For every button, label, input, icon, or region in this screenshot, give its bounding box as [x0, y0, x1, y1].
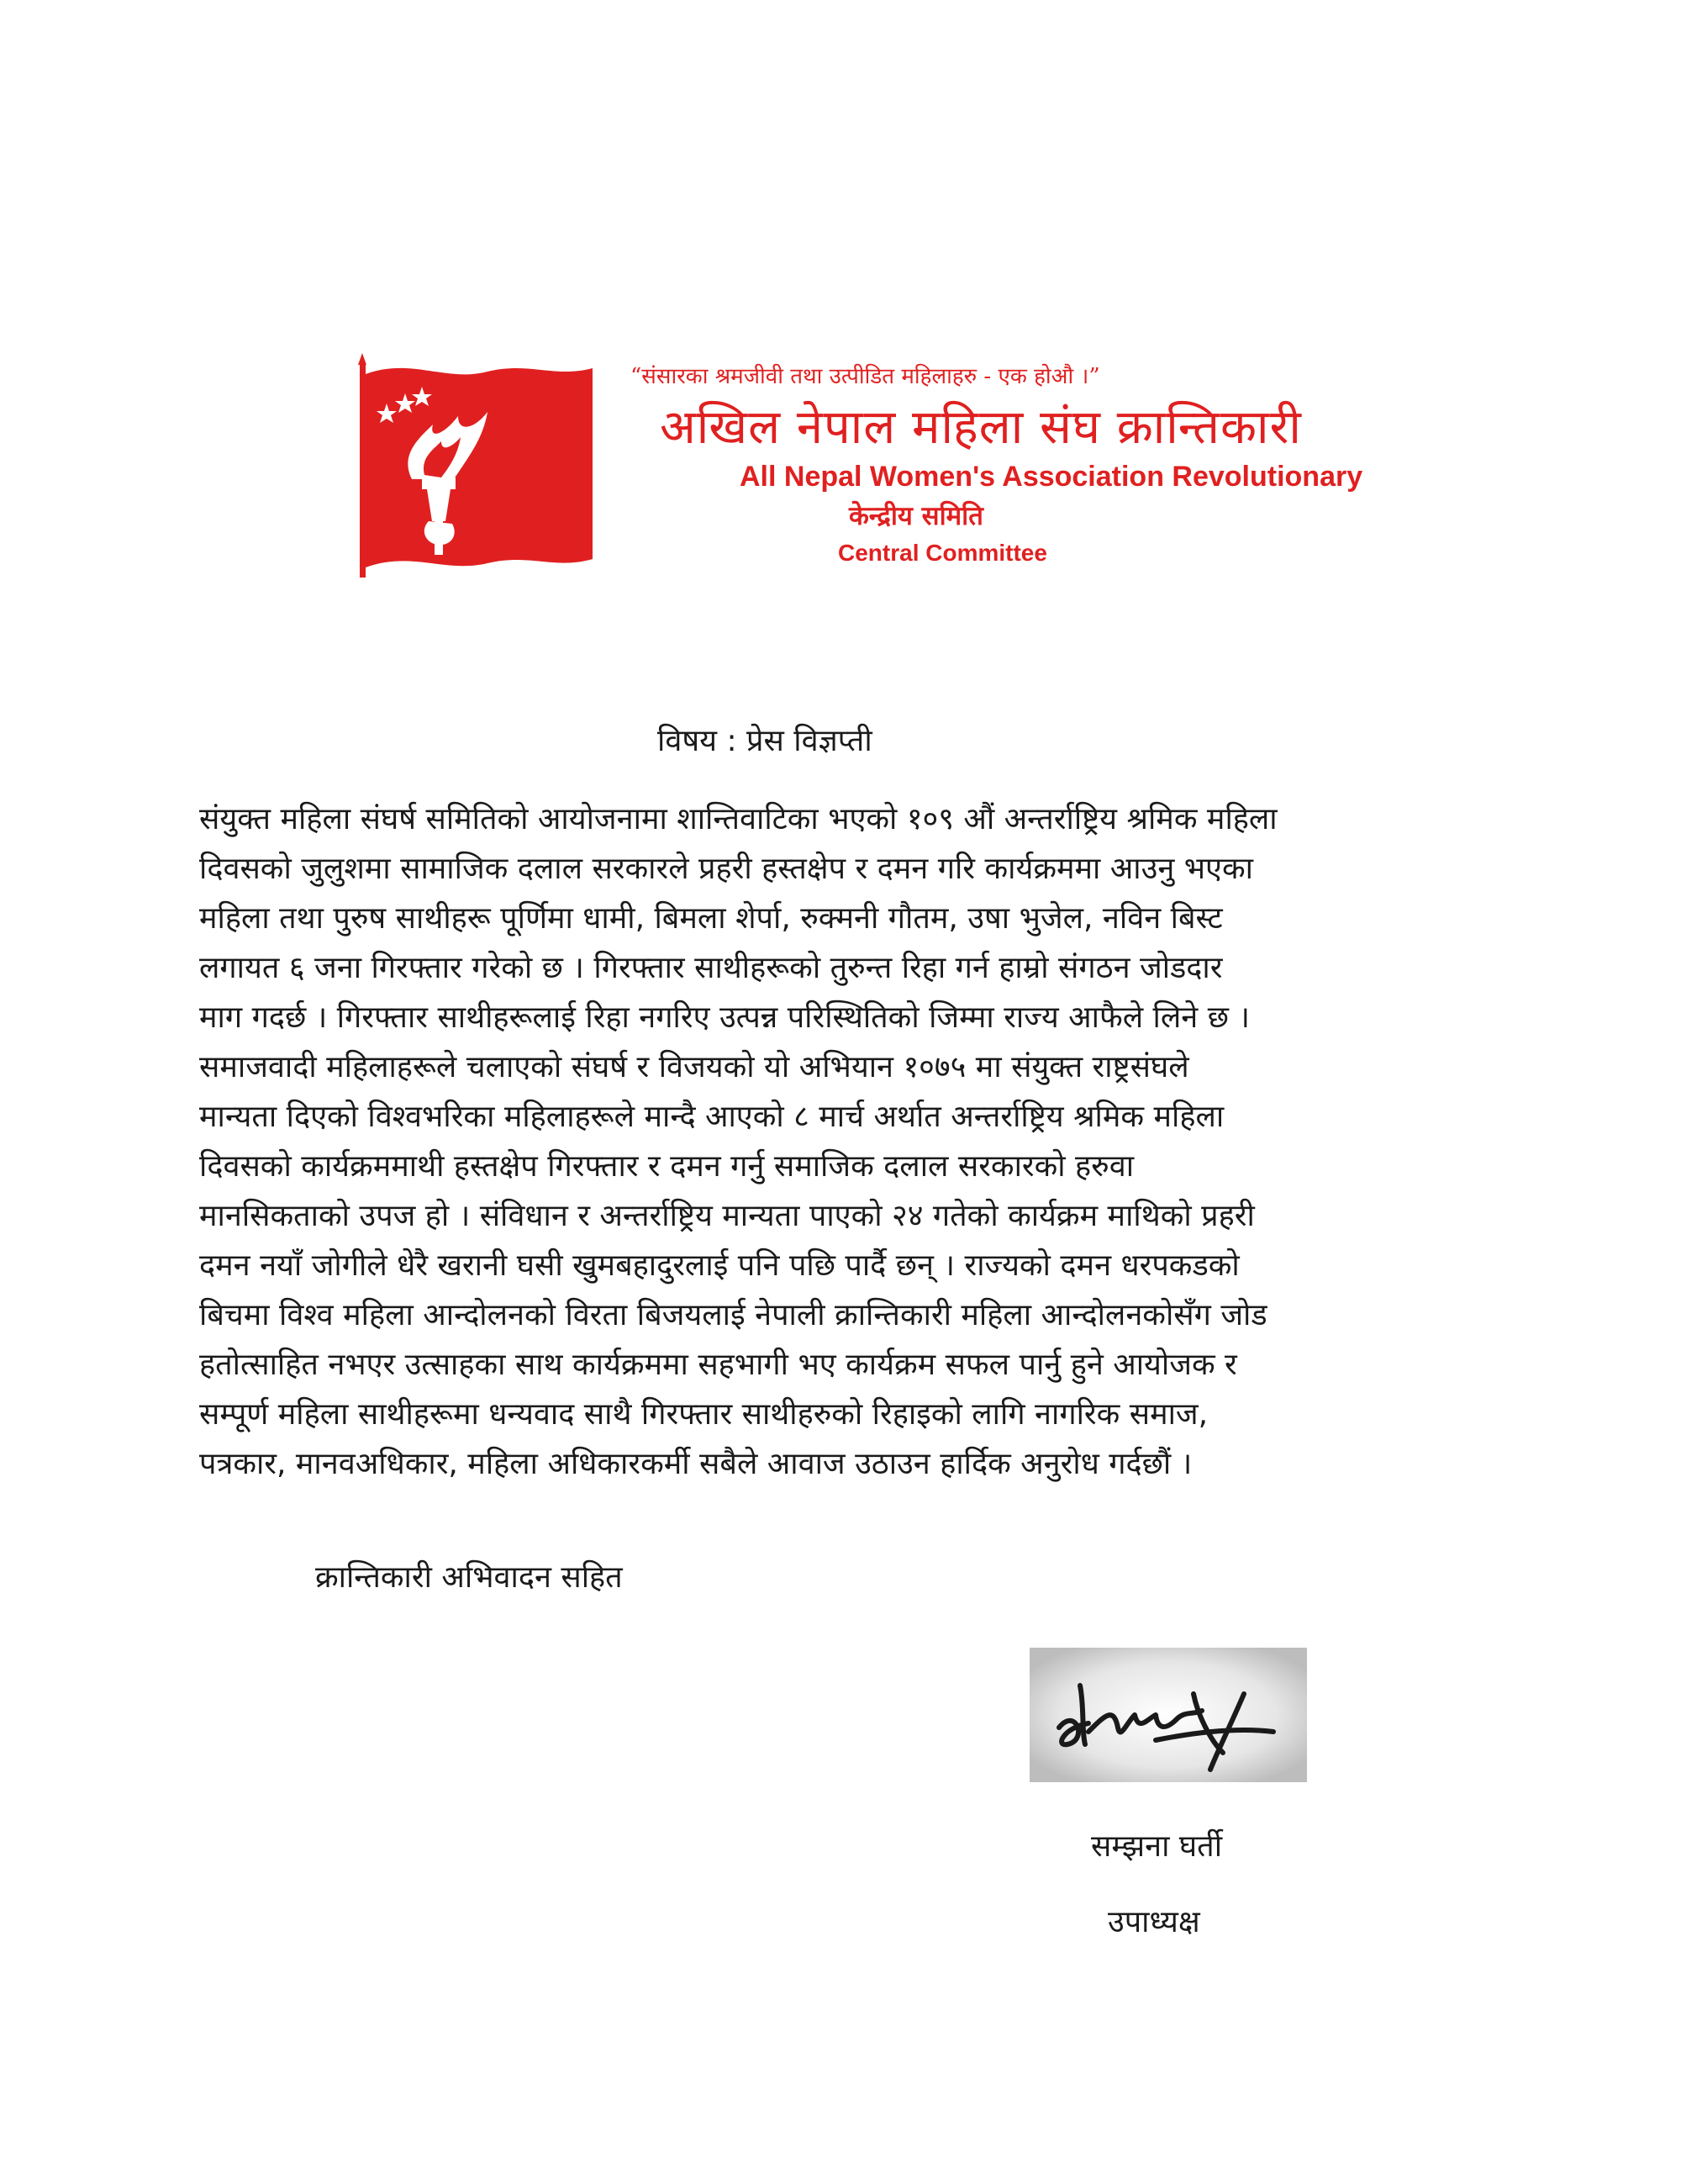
signer-title: उपाध्यक्ष: [1108, 1905, 1200, 1939]
body-line: दिवसको कार्यक्रममाथी हस्तक्षेप गिरफ्तार र दमन गर्नु समाजिक दलाल सरकारको हरुवा: [199, 1149, 1135, 1184]
body-line: माग गदर्छ । गिरफ्तार साथीहरूलाई रिहा नगरिए उत्पन्न परिस्थितिको जिम्मा राज्य आफैले लिने छ ।: [199, 1000, 1251, 1035]
organization-motto: “संसारका श्रमजीवी तथा उत्पीडित महिलाहरु - एक होऔ ।”: [630, 364, 1100, 389]
organization-name-nepali: अखिल नेपाल महिला संघ क्रान्तिकारी: [660, 400, 1302, 455]
body-line: सम्पूर्ण महिला साथीहरूमा धन्यवाद साथै गिरफ्तार साथीहरुको रिहाइको लागि नागरिक समाज,: [199, 1397, 1209, 1432]
organization-name-english: All Nepal Women's Association Revolutionary: [740, 461, 1363, 493]
committee-name-nepali: केन्द्रीय समिति: [849, 501, 983, 531]
closing-salutation: क्रान्तिकारी अभिवादन सहित: [315, 1560, 623, 1595]
body-line: हतोत्साहित नभएर उत्साहका साथ कार्यक्रममा सहभागी भए कार्यक्रम सफल पार्नु हुने आयोजक र: [199, 1348, 1237, 1382]
signature-icon: [1030, 1648, 1307, 1782]
subject-line: विषय : प्रेस विज्ञप्ती: [657, 724, 872, 758]
flag-torch-logo-icon: [353, 353, 597, 580]
letterhead: [353, 353, 1412, 588]
signer-name: सम्झना घर्ती: [1091, 1829, 1223, 1864]
body-line: समाजवादी महिलाहरूले चलाएको संघर्ष र विजयको यो अभियान १०७५ मा संयुक्त राष्ट्रसंघले: [199, 1050, 1189, 1084]
body-line: मान्यता दिएको विश्वभरिका महिलाहरूले मान्दै आएको ८ मार्च अर्थात अन्तर्राष्ट्रिय श्रमिक महिला: [199, 1100, 1225, 1134]
body-line: महिला तथा पुरुष साथीहरू पूर्णिमा धामी, बिमला शेर्पा, रुक्मनी गौतम, उषा भुजेल, नविन बिस्ट: [199, 901, 1223, 936]
committee-name-english: Central Committee: [838, 540, 1047, 566]
body-line: लगायत ६ जना गिरफ्तार गरेको छ । गिरफ्तार साथीहरूको तुरुन्त रिहा गर्न हाम्रो संगठन जोडदार: [199, 951, 1223, 985]
body-line: बिचमा विश्व महिला आन्दोलनको विरता बिजयलाई नेपाली क्रान्तिकारी महिला आन्दोलनकोसँग जोड: [199, 1298, 1267, 1332]
body-line: दमन नयाँ जोगीले धेरै खरानी घसी खुमबहादुरलाई पनि पछि पार्दै छन् । राज्यको दमन धरपकडको: [199, 1248, 1240, 1283]
body-line: संयुक्त महिला संघर्ष समितिको आयोजनामा शान्तिवाटिका भएको १०९ औं अन्तर्राष्ट्रिय श्रमिक महिला: [199, 802, 1278, 836]
body-line: दिवसको जुलुशमा सामाजिक दलाल सरकारले प्रहरी हस्तक्षेप र दमन गरि कार्यक्रममा आउनु भएका: [199, 852, 1253, 886]
body-line: मानसिकताको उपज हो । संविधान र अन्तर्राष्ट्रिय मान्यता पाएको २४ गतेको कार्यक्रम माथिको प्रहरी: [199, 1199, 1255, 1233]
body-line: पत्रकार, मानवअधिकार, महिला अधिकारकर्मी सबैले आवाज उठाउन हार्दिक अनुरोध गर्दछौं ।: [199, 1447, 1193, 1481]
body-text: [199, 794, 1494, 1489]
